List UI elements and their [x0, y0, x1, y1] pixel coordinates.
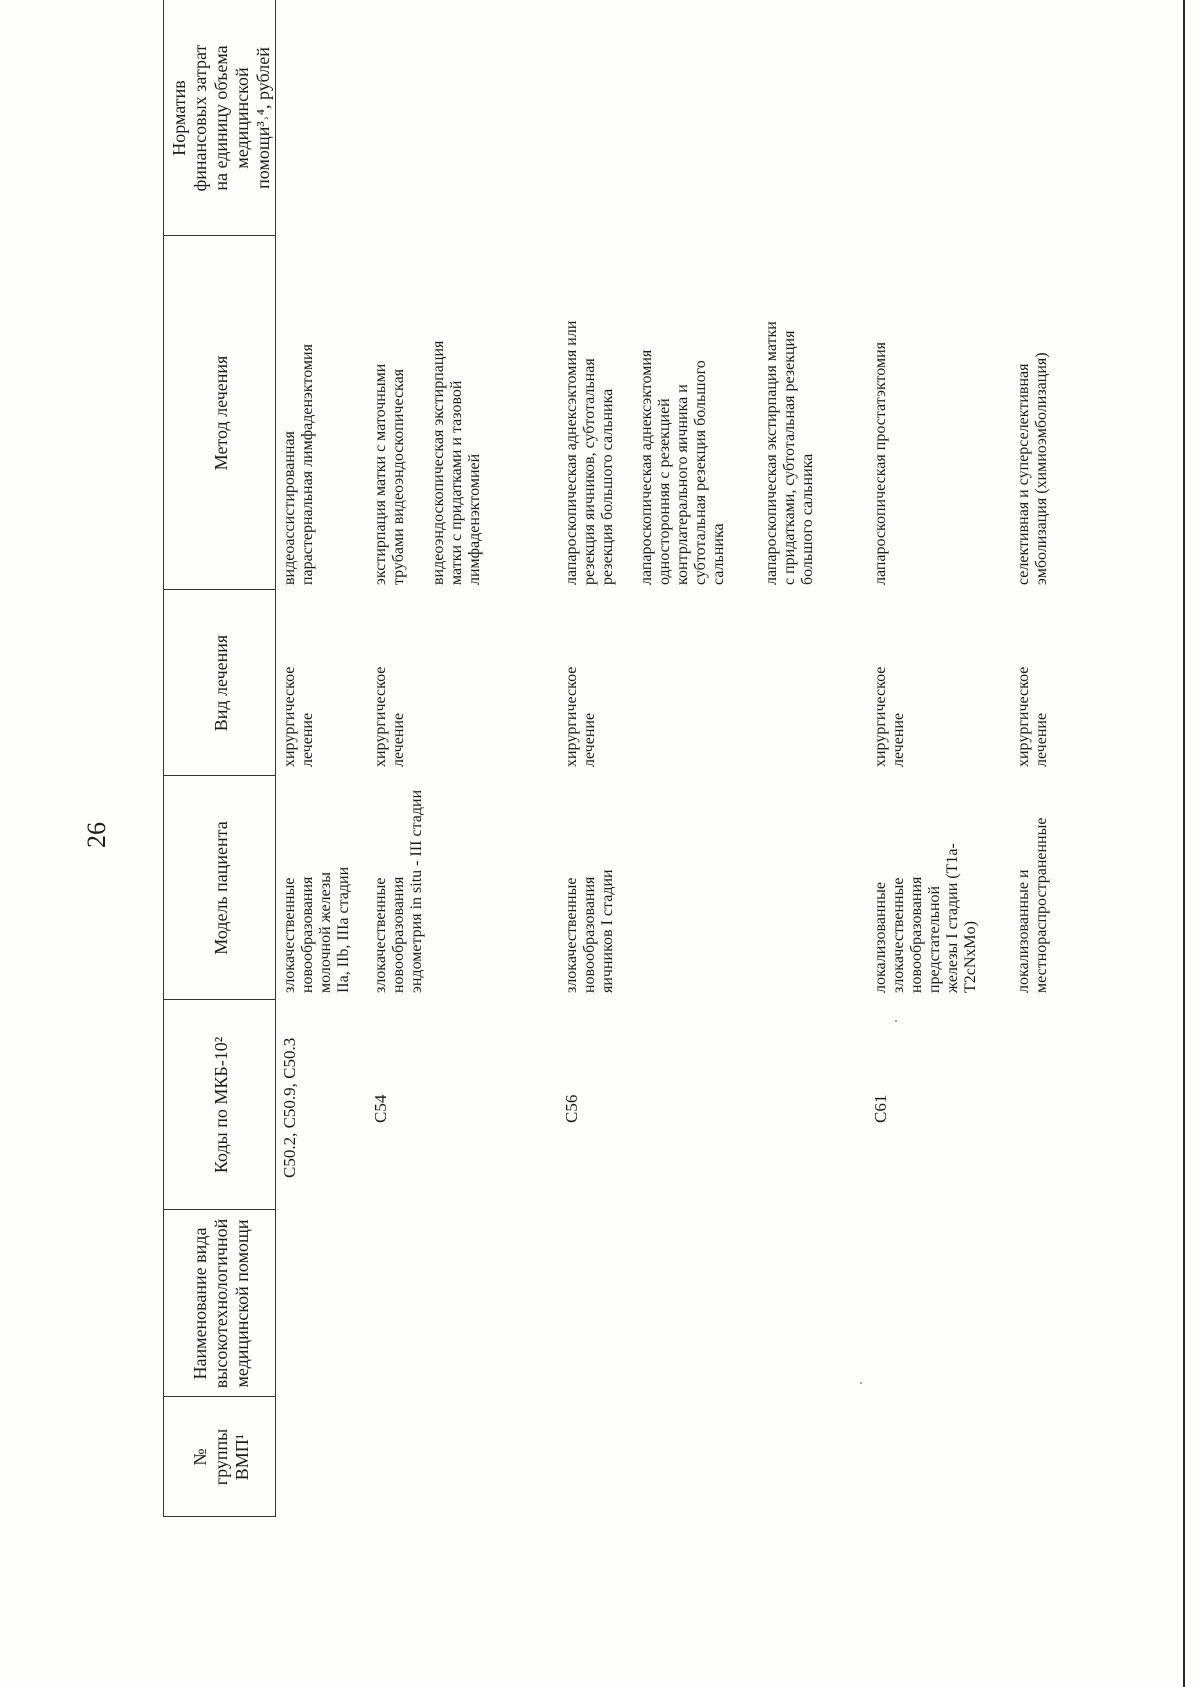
row-4-type: хирургическое лечение: [872, 666, 907, 767]
row-5-type: хирургическое лечение: [1015, 666, 1050, 767]
page-number: 26: [82, 822, 111, 848]
row-3-codes: C56: [562, 1094, 581, 1123]
row-2-method-1: экстирпация матки с маточными трубами видеоэндоскопическая: [372, 363, 407, 585]
row-2-method-2: видеоэндоскопическая экстирпация матки с придатками и тазовой лимфаденэктомией: [430, 340, 483, 585]
header-group-no: № группы ВМП¹: [190, 1428, 252, 1486]
header-patient-model: Модель пациента: [211, 821, 231, 955]
header-treatment-type: Вид лечения: [211, 634, 231, 732]
row-5-method-1: селективная и суперселективная эмболизация (химиоэмболизация): [1015, 352, 1050, 585]
row-3-method-2: лапароскопическая аднексэктомия односторонняя с резекцией контрлатерального яичника и субтотальная резекция большого сальника: [638, 349, 727, 585]
row-5-model: локализованные и местнораспространенные: [1015, 817, 1050, 993]
row-2-type: хирургическое лечение: [372, 666, 407, 767]
scan-speck: [860, 1382, 862, 1384]
row-1-method-1: видеоассистированная парастернальная лимфаденэктомия: [281, 344, 316, 585]
row-2-model: злокачественные новообразования эндометрия in situ - III стадии: [372, 789, 425, 993]
header-icd-codes: Коды по МКБ-10²: [211, 1036, 231, 1174]
row-3-model: злокачественные новообразования яичников I стадии: [563, 869, 616, 993]
row-4-codes: C61: [871, 1094, 890, 1123]
row-4-model: локализованные злокачественные новообразования предстательной железы I стадии (T1a-T2cNxMo): [872, 843, 979, 993]
row-4-method-1: лапароскопическая простатэктомия: [872, 341, 889, 585]
header-bottom-rule: [275, 0, 276, 1517]
row-3-method-3: лапароскопическая экстирпация матки с придатками, субтотальная резекция большого сальника: [763, 321, 816, 585]
header-hmc-name: Наименование вида высокотехнологичной медицинской помощи: [190, 1218, 252, 1389]
scan-speck: [895, 1020, 897, 1022]
header-cost-norm: Норматив финансовых затрат на единицу объема медицинской помощи³˒⁴, рублей: [169, 44, 273, 192]
row-3-type: хирургическое лечение: [563, 666, 598, 767]
table-top-rule: [163, 0, 164, 1517]
row-1-model: злокачественные новообразования молочной железы IIa, IIb, IIIa стадии: [281, 866, 352, 993]
scan-edge-line: [1183, 0, 1185, 1687]
row-3-method-1: лапароскопическая аднексэктомия или резекция яичников, субтотальная резекция большого сальника: [563, 320, 616, 585]
row-1-codes: C50.2, C50.9, C50.3: [280, 1037, 299, 1178]
row-2-codes: C54: [371, 1094, 390, 1123]
header-treatment-method: Метод лечения: [211, 355, 231, 471]
row-1-type: хирургическое лечение: [281, 666, 316, 767]
